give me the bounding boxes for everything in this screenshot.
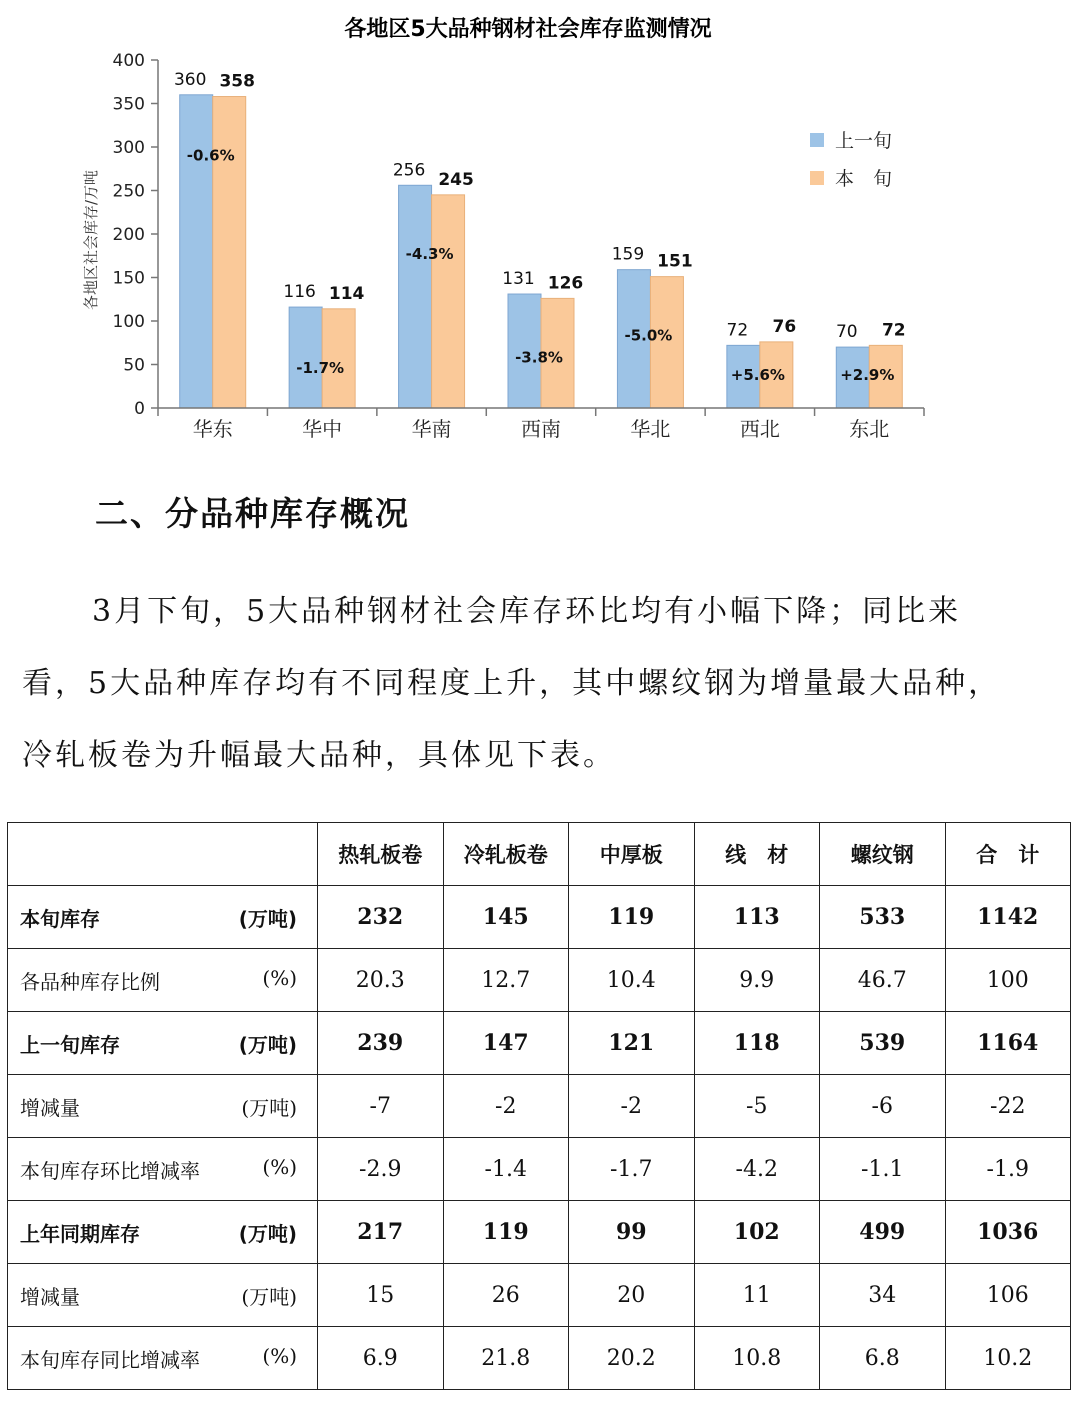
row-unit: (%) bbox=[262, 1154, 297, 1179]
table-cell: 533 bbox=[820, 886, 946, 949]
y-tick-label: 150 bbox=[112, 268, 145, 289]
table-cell: 11 bbox=[694, 1264, 820, 1327]
table-cell: 239 bbox=[318, 1012, 444, 1075]
table-cell: 1142 bbox=[945, 886, 1071, 949]
row-label-text: 本旬库存同比增减率 bbox=[20, 1347, 200, 1372]
table-header-cell bbox=[8, 823, 318, 886]
category-label: 华中 bbox=[302, 417, 343, 441]
data-label-previous: 159 bbox=[611, 244, 645, 265]
category-label: 西南 bbox=[521, 417, 561, 441]
legend-swatch bbox=[810, 133, 824, 147]
category-label: 东北 bbox=[849, 417, 890, 441]
data-label-current: 151 bbox=[657, 251, 693, 272]
table-cell: 121 bbox=[569, 1012, 695, 1075]
bar-current bbox=[432, 195, 465, 408]
row-label-text: 增减量 bbox=[20, 1284, 80, 1309]
table-cell: 232 bbox=[318, 886, 444, 949]
row-label-text: 本旬库存 bbox=[20, 906, 100, 931]
data-label-previous: 131 bbox=[502, 269, 535, 290]
inventory-table bbox=[7, 822, 1071, 1390]
row-unit: (%) bbox=[262, 965, 297, 990]
table-cell: -4.2 bbox=[694, 1138, 820, 1201]
y-axis-label: 各地区社会库存/万吨 bbox=[82, 169, 100, 311]
regional-inventory-chart bbox=[0, 0, 1080, 470]
table-cell: 106 bbox=[945, 1264, 1071, 1327]
category-label: 华东 bbox=[192, 417, 233, 441]
table-cell: -6 bbox=[820, 1075, 946, 1138]
row-label bbox=[8, 1012, 318, 1075]
table-cell: 99 bbox=[569, 1201, 695, 1264]
category-label: 华北 bbox=[630, 417, 671, 441]
data-label-current: 114 bbox=[328, 283, 365, 304]
bar-previous bbox=[180, 95, 213, 408]
summary-paragraph: 3月下旬，5大品种钢材社会库存环比均有小幅下降；同比来看，5大品种库存均有不同程度上升，其中螺纹钢为增量最大品种，冷轧板卷为升幅最大品种，具体见下表。 bbox=[22, 594, 1002, 773]
category-label: 西北 bbox=[739, 417, 780, 441]
chart-title: 各地区5大品种钢材社会库存监测情况 bbox=[344, 17, 712, 42]
data-label-previous: 72 bbox=[726, 320, 749, 341]
table-cell: 21.8 bbox=[443, 1327, 569, 1390]
table-cell: 9.9 bbox=[694, 949, 820, 1012]
change-label: +5.6% bbox=[730, 366, 785, 384]
data-label-current: 126 bbox=[547, 273, 584, 294]
row-label bbox=[8, 1264, 318, 1327]
row-label-text: 上一旬库存 bbox=[20, 1032, 120, 1057]
category-label: 华南 bbox=[411, 417, 452, 441]
row-label bbox=[8, 949, 318, 1012]
table-cell: -1.7 bbox=[569, 1138, 695, 1201]
y-tick-label: 250 bbox=[112, 181, 145, 202]
table-cell: 147 bbox=[443, 1012, 569, 1075]
legend-swatch bbox=[810, 171, 824, 185]
table-cell: 10.4 bbox=[569, 949, 695, 1012]
table-cell: 26 bbox=[443, 1264, 569, 1327]
table-cell: -2 bbox=[443, 1075, 569, 1138]
row-label bbox=[8, 1075, 318, 1138]
row-label bbox=[8, 1138, 318, 1201]
row-unit: (万吨) bbox=[238, 906, 297, 931]
table-cell: 10.2 bbox=[945, 1327, 1071, 1390]
row-label-text: 各品种库存比例 bbox=[20, 969, 160, 994]
y-tick-label: 300 bbox=[112, 138, 145, 158]
change-label: -3.8% bbox=[515, 348, 563, 367]
legend-label: 本 旬 bbox=[835, 168, 893, 190]
table-row bbox=[8, 1075, 1071, 1138]
y-tick-label: 200 bbox=[112, 225, 145, 245]
table-row bbox=[8, 1201, 1071, 1264]
x-axis bbox=[158, 408, 924, 441]
row-label-text: 增减量 bbox=[20, 1095, 80, 1120]
table-header-cell: 线 材 bbox=[694, 823, 820, 886]
table-header-cell: 冷轧板卷 bbox=[443, 823, 569, 886]
table-cell: 20 bbox=[569, 1264, 695, 1327]
table-cell: 118 bbox=[694, 1012, 820, 1075]
table-cell: -22 bbox=[945, 1075, 1071, 1138]
bar-current bbox=[213, 97, 246, 408]
data-label-current: 245 bbox=[438, 169, 474, 190]
table-cell: -1.1 bbox=[820, 1138, 946, 1201]
table-cell: -2.9 bbox=[318, 1138, 444, 1201]
data-label-previous: 116 bbox=[283, 282, 316, 303]
legend bbox=[810, 130, 892, 190]
table-row bbox=[8, 1012, 1071, 1075]
bars bbox=[174, 70, 906, 408]
table-cell: 1164 bbox=[945, 1012, 1071, 1075]
change-label: -5.0% bbox=[624, 326, 673, 345]
row-label bbox=[8, 1201, 318, 1264]
table-cell: 119 bbox=[569, 886, 695, 949]
table-row bbox=[8, 1327, 1071, 1390]
y-tick-label: 0 bbox=[134, 399, 145, 419]
row-unit: (万吨) bbox=[238, 1221, 297, 1246]
row-label bbox=[8, 1327, 318, 1390]
data-label-current: 72 bbox=[881, 320, 906, 341]
table-cell: 145 bbox=[443, 886, 569, 949]
data-label-current: 76 bbox=[772, 316, 797, 337]
change-label: -1.7% bbox=[296, 358, 345, 377]
table-row bbox=[8, 949, 1071, 1012]
table-cell: 46.7 bbox=[820, 949, 946, 1012]
row-unit: (万吨) bbox=[241, 1095, 297, 1120]
table-cell: -1.9 bbox=[945, 1138, 1071, 1201]
table-cell: -7 bbox=[318, 1075, 444, 1138]
table-row bbox=[8, 1138, 1071, 1201]
table-cell: 217 bbox=[318, 1201, 444, 1264]
y-axis bbox=[113, 51, 158, 419]
table-cell: 119 bbox=[443, 1201, 569, 1264]
y-tick-label: 350 bbox=[112, 94, 145, 115]
y-tick-label: 100 bbox=[112, 312, 145, 332]
bar-previous bbox=[399, 185, 432, 408]
table-cell: 100 bbox=[945, 949, 1071, 1012]
table-cell: 113 bbox=[694, 886, 820, 949]
data-label-previous: 256 bbox=[392, 160, 426, 181]
row-unit: (万吨) bbox=[241, 1284, 297, 1309]
table-header-row bbox=[8, 823, 1071, 886]
table-cell: 20.3 bbox=[318, 949, 444, 1012]
table-cell: 499 bbox=[820, 1201, 946, 1264]
table-row bbox=[8, 886, 1071, 949]
row-unit: (万吨) bbox=[238, 1032, 297, 1057]
change-label: +2.9% bbox=[840, 366, 895, 384]
row-label-text: 本旬库存环比增减率 bbox=[20, 1158, 200, 1183]
table-cell: 34 bbox=[820, 1264, 946, 1327]
table-cell: 12.7 bbox=[443, 949, 569, 1012]
change-label: -4.3% bbox=[405, 244, 454, 263]
row-label-text: 上年同期库存 bbox=[20, 1221, 140, 1246]
table-cell: -2 bbox=[569, 1075, 695, 1138]
data-label-previous: 70 bbox=[835, 322, 858, 343]
table-cell: 15 bbox=[318, 1264, 444, 1327]
table-header-cell: 螺纹钢 bbox=[820, 823, 946, 886]
table-header-cell: 合 计 bbox=[945, 823, 1071, 886]
table-cell: 20.2 bbox=[569, 1327, 695, 1390]
table-row bbox=[8, 1264, 1071, 1327]
table-cell: -5 bbox=[694, 1075, 820, 1138]
row-unit: (%) bbox=[262, 1343, 297, 1368]
data-label-current: 358 bbox=[219, 71, 255, 92]
change-label: -0.6% bbox=[186, 146, 235, 165]
table-cell: 1036 bbox=[945, 1201, 1071, 1264]
table-cell: 539 bbox=[820, 1012, 946, 1075]
data-label-previous: 360 bbox=[173, 69, 207, 90]
y-tick-label: 50 bbox=[123, 355, 145, 376]
table-cell: 6.9 bbox=[318, 1327, 444, 1390]
y-tick-label: 400 bbox=[112, 51, 145, 71]
table-cell: 10.8 bbox=[694, 1327, 820, 1390]
table-cell: 6.8 bbox=[820, 1327, 946, 1390]
table-header-cell: 热轧板卷 bbox=[318, 823, 444, 886]
bar-previous bbox=[289, 307, 322, 408]
row-label bbox=[8, 886, 318, 949]
section-heading: 二、分品种库存概况 bbox=[95, 494, 410, 533]
table-cell: 102 bbox=[694, 1201, 820, 1264]
table-cell: -1.4 bbox=[443, 1138, 569, 1201]
legend-label: 上一旬 bbox=[835, 130, 893, 152]
table-header-cell: 中厚板 bbox=[569, 823, 695, 886]
